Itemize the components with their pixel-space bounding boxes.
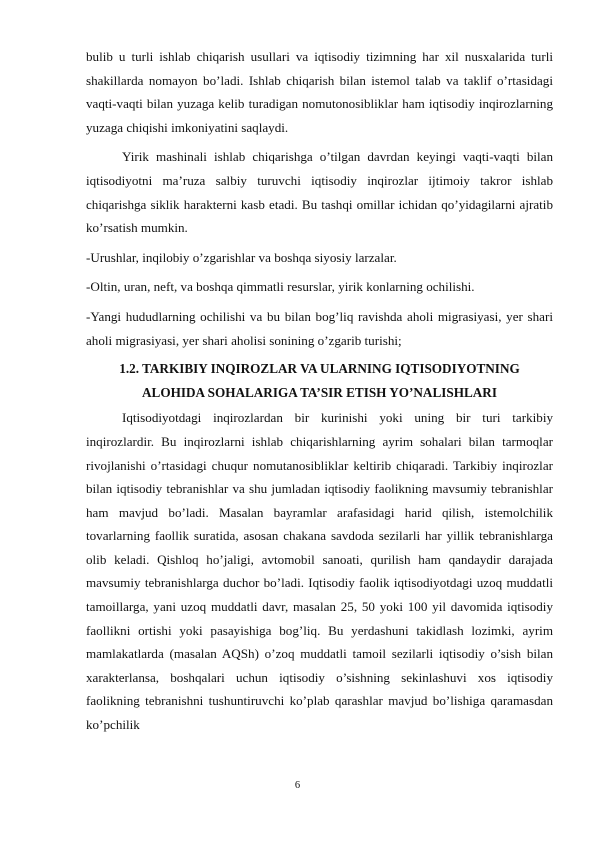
paragraph-continuation: bulib u turli ishlab chiqarish usullari va iqtisodiy tizimning har xil nusxalarida turli shakillarda nomayon bo’ladi. Ishlab chiqarish bilan istemol talab va taklif o’rtasidagi vaqti-vaqti bilan yuzaga kelib turadigan nomutonosibliklar ham iqtisodiy inqirozlarning yuzaga chiqishi imkoniyatini saqlaydi. — [86, 49, 553, 135]
paragraph-external-factors-intro: Yirik mashinali ishlab chiqarishga o’tilgan davrdan keyingi vaqti-vaqti bilan iqtisodiyotni ma’ruza salbiy turuvchi iqtisodiy inqirozlar ijtimoiy takror ishlab chiqarishga siklik harakterni kasb etadi. Bu tashqi omillar ichidan qo’yidagilarni ajratib ko’rsatish mumkin. — [86, 149, 553, 236]
page-number: 6 — [294, 780, 301, 791]
page-body — [86, 45, 553, 737]
section-heading-line-2: ALOHIDA SOHALARIGA TA’SIR ETISH YO’NALISHLARI — [142, 384, 497, 400]
section-heading-line-1: 1.2. TARKIBIY INQIROZLAR VA ULARNING IQTISODIYOTNING — [119, 361, 520, 377]
list-item-wars: -Urushlar, inqilobiy o’zgarishlar va boshqa siyosiy larzalar. — [86, 249, 397, 265]
paragraph-structural-crises: Iqtisodiyotdagi inqirozlardan bir kurinishi yoki uning bir turi tarkibiy inqirozlardir. Bu inqirozlarni ishlab chiqarishlarning ayrim sohalari bilan tarmoqlar rivojlanishi o’rtasidagi chuqur nomutanosibliklar keltirib chiqaradi. Tarkibiy inqirozlar bilan iqtisodiy tebranishlar va shu jumladan iqtisodiy faolikning mavsumiy tebranishlar ham mavjud bo’ladi. Masalan bayramlar arafasidagi harid qilish, istemolchilik tovarlarning faollik suratida, asosan chakana savdoda sezilarli har yillik tebranishlarga olib keladi. Qishloq ho’jaligi, avtomobil sanoati, qurilish ham qandaydir darajada mavsumiy tebranishlarga duchor bo’ladi. Iqtisodiy faolik iqtisodiyotdagi uzoq muddatli tamoillarga, yani uzoq muddatli davr, masalan 25, 50 yoki 100 yil davomida iqtisodiy faollikni ortishi yoki pasayishiga bog’liq. Bu yerdashuni takidlash lozimki, ayrim mamlakatlarda (masalan AQSh) o’zoq muddatli tamoil sezilarli iqtisodiy o’sish bilan xarakterlansa, boshqalari uchun iqtisodiy o’sishning sekinlashuvi xos iqtisodiy faolikning tebranishni tushuntiruvchi ko’plab qarashlar mavjud bo’lishiga qaramasdan ko’pchilik — [86, 410, 553, 733]
list-item-migration: -Yangi hududlarning ochilishi va bu bilan bog’liq ravishda aholi migrasiyasi, yer shari aholi migrasiyasi, yer shari aholisi sonining o’zgarib turishi; — [86, 308, 553, 348]
section-heading — [86, 357, 553, 404]
list-item-resources: -Oltin, uran, neft, va boshqa qimmatli resurslar, yirik konlarning ochilishi. — [86, 279, 475, 295]
